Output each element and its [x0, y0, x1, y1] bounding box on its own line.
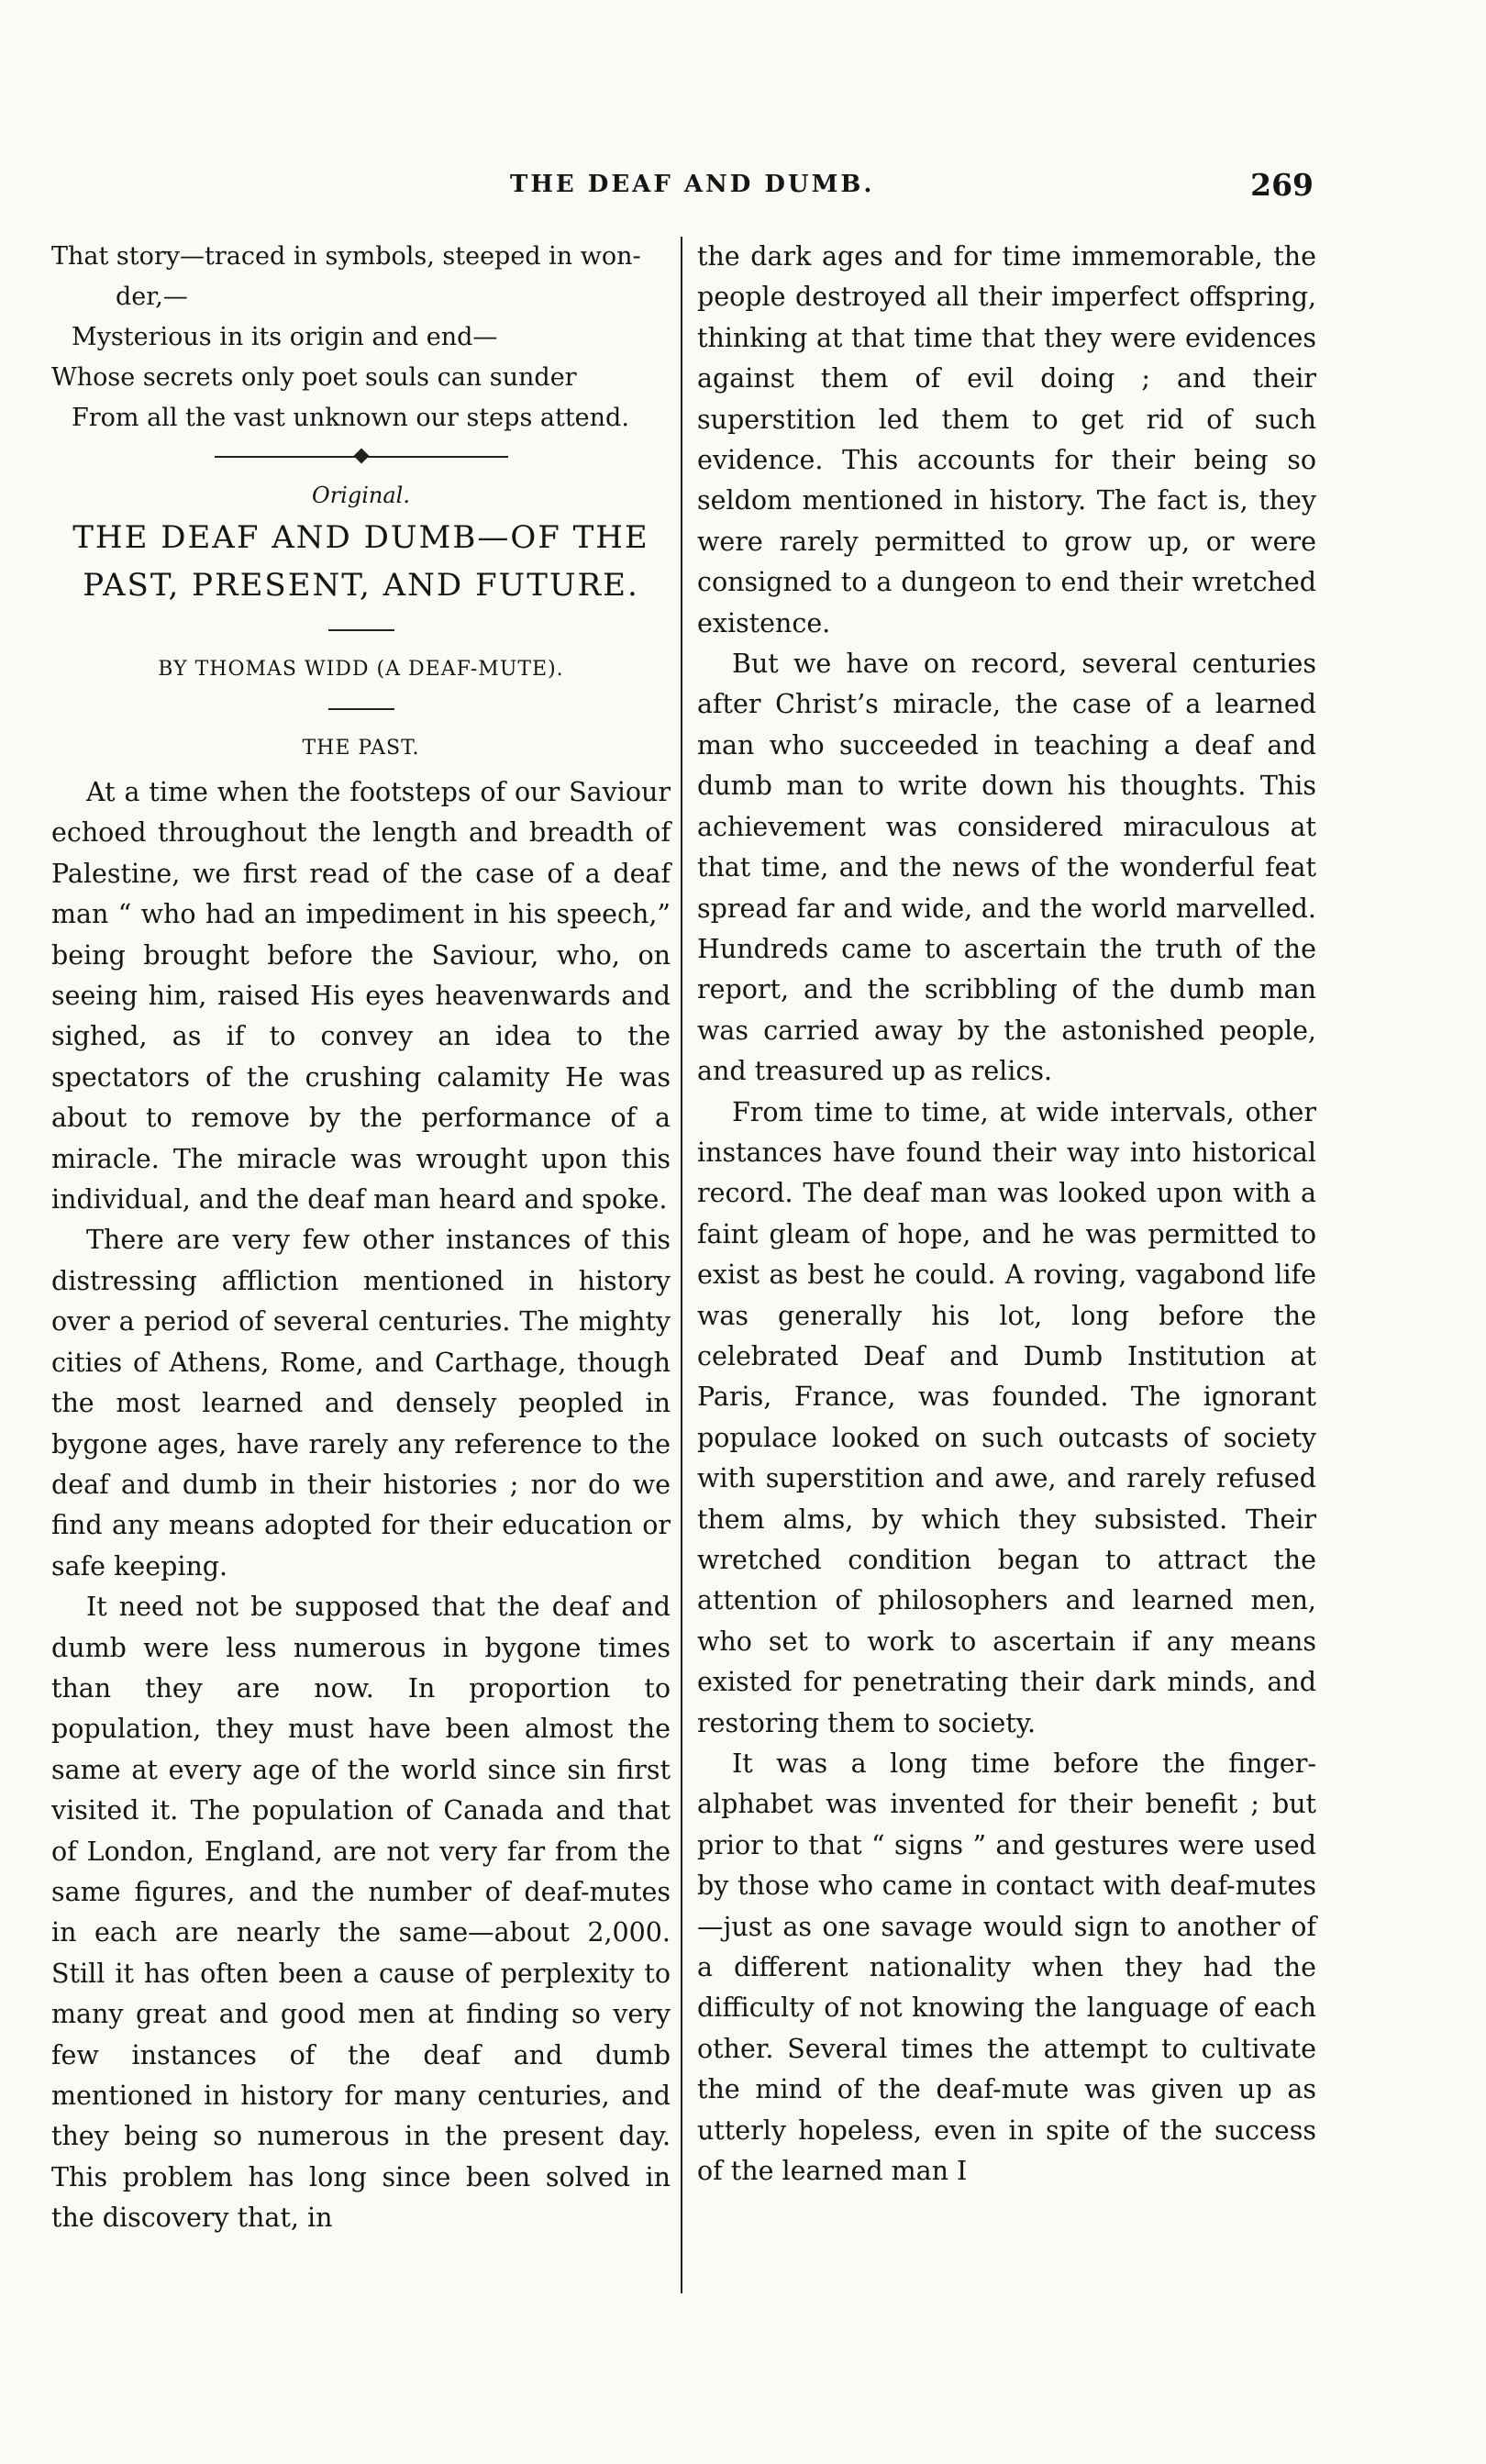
paragraph: the dark ages and for time immemorable, the people destroyed all their imperfect offspring, thinking at that time that they were evidences against them of evil doing ; and their superstition led them to get rid of such evidence. This accounts for their being so seldom mentioned in history. The fact is, they were rarely permitted to grow up, or were consigned to a dungeon to end their wretched existence.: [697, 241, 1316, 638]
paragraph: But we have on record, several centuries after Christ’s miracle, the case of a learned man who succeeded in teaching a deaf and dumb man to write down his thoughts. This achievement was considered miraculous at that time, and the news of the wonderful feat spread far and wide, and the world marvelled. Hundreds came to ascertain the truth of the report, and the scribbling of the dumb man was carried away by the astonished people, and treasured up as relics.: [697, 649, 1316, 1087]
paragraph: From time to time, at wide intervals, other instances have found their way into historical record. The deaf man was looked upon with a faint gleam of hope, and he was permitted to exist as best he could. A roving, vagabond life was generally his lot, long before the celebrated Deaf and Dumb Institution at Paris, France, was founded. The ignorant populace looked on such outcasts of society with superstition and awe, and rarely refused them alms, by which they subsisted. Their wretched condition began to attract the attention of philosophers and learned men, who set to work to ascertain if any means existed for penetrating their dark minds, and restoring them to society.: [697, 1096, 1316, 1738]
poem-line: Mysterious in its origin and end—: [72, 323, 498, 351]
paragraph: There are very few other instances of this distressing affliction mentioned in history over a period of several centuries. The mighty cities of Athens, Rome, and Carthage, though the most learned and densely peopled in bygone ages, have rarely any reference to the deaf and dumb in their histories ; nor do we find any means adopted for their education or safe keeping.: [51, 1225, 671, 1582]
article-title-line-2: PAST, PRESENT, AND FUTURE.: [83, 567, 639, 604]
column-divider: [681, 237, 682, 2293]
short-rule: [328, 629, 394, 631]
byline: BY THOMAS WIDD (A DEAF-MUTE).: [158, 658, 564, 681]
article-label: Original.: [312, 483, 410, 508]
page-number: 269: [1250, 167, 1314, 203]
poem: [51, 237, 671, 438]
paragraph: At a time when the footsteps of our Saviour echoed throughout the length and breadth of Palestine, we first read of the case of a deaf man “ who had an impediment in his speech,” being brought before the Saviour, who, on seeing him, raised His eyes heavenwards and sighed, as if to convey an idea to the spectators of the crushing calamity He was about to remove by the performance of a miracle. The miracle was wrought upon this individual, and the deaf man heard and spoke.: [51, 777, 671, 1215]
poem-line: der,—: [116, 283, 188, 311]
ornamental-rule: [215, 455, 508, 459]
left-column: [51, 237, 671, 2239]
poem-line: Whose secrets only poet souls can sunder: [51, 363, 577, 392]
paragraph: It need not be supposed that the deaf and dumb were less numerous in bygone times than they are now. In proportion to population, they must have been almost the same at every age of the world since sin first visited it. The population of Canada and that of London, England, are not very far from the same figures, and the number of deaf-mutes in each are nearly the same—about 2,000. Still it has often been a cause of perplexity to many great and good men at finding so very few instances of the deaf and dumb mentioned in history for many centuries, and they being so numerous in the present day. This problem has long since been solved in the discovery that, in: [51, 1592, 671, 2234]
short-rule: [328, 708, 394, 710]
poem-line: From all the vast unknown our steps attend.: [72, 404, 629, 432]
right-column: [697, 237, 1316, 2192]
article-title-line-1: THE DEAF AND DUMB—OF THE: [72, 519, 649, 556]
section-heading: THE PAST.: [302, 737, 420, 760]
poem-line: That story—traced in symbols, steeped in won-: [51, 242, 641, 271]
paragraph: It was a long time before the finger-alphabet was invented for their benefit ; but prior to that “ signs ” and gestures were used by those who came in contact with deaf-mutes—just as one savage would sign to another of a different nationality when they had the difficulty of not knowing the language of each other. Several times the attempt to cultivate the mind of the deaf-mute was given up as utterly hopeless, even in spite of the success of the learned man I: [697, 1748, 1316, 2187]
running-head: THE DEAF AND DUMB.: [510, 171, 875, 198]
